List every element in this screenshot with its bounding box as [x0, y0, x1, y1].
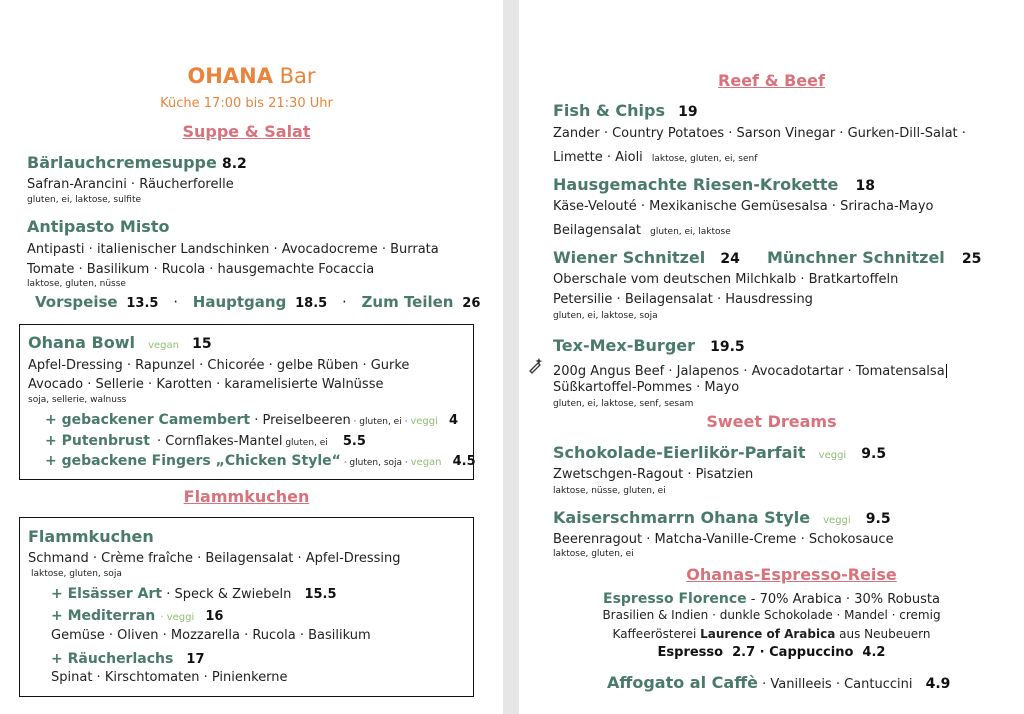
item-desc: Petersilie · Beilagensalat · Hausdressing [553, 292, 813, 307]
item-name: Wiener Schnitzel [553, 248, 706, 267]
section-heading-suppe-salat: Suppe & Salat [182, 122, 311, 141]
item-desc: Safran-Arancini · Räucherforelle [27, 177, 234, 192]
item-price: 25 [961, 251, 982, 267]
addon-name: + Putenbrust [45, 433, 150, 449]
addon-putenbrust [45, 430, 366, 449]
variant-name: + Elsässer Art [51, 586, 163, 602]
diet-tag: veggi [818, 450, 847, 461]
item-allergens: laktose, nüsse, gluten, ei [553, 486, 666, 496]
restaurant-title [0, 64, 503, 88]
title-name: OHANA [187, 64, 273, 88]
addon-camembert [45, 409, 458, 428]
addon-allergens: gluten, ei [282, 438, 328, 448]
diet-tag: · veggi [160, 612, 195, 623]
variant-elsaesser [51, 583, 337, 602]
diet-tag: veggi [823, 515, 851, 526]
variant-price: 16 [205, 609, 224, 624]
item-price: 15 [192, 336, 212, 352]
variant-desc: Spinat · Kirschtomaten · Pinienkerne [51, 670, 288, 685]
espresso-florence [519, 588, 1024, 607]
item-riesen-krokette [553, 175, 875, 194]
addon-allergens: · gluten, ei · [350, 417, 411, 427]
item-desc: Zwetschgen-Ragout · Pisatzien [553, 467, 754, 482]
item-price: 24 [720, 251, 740, 267]
item-desc: Tomate · Basilikum · Rucola · hausgemachte Focaccia [27, 262, 375, 277]
espresso-notes: Brasilien & Indien · dunkle Schokolade · Mandel · cremig [602, 608, 941, 622]
addon-price: 4 [448, 413, 458, 428]
variant-desc: Gemüse · Oliven · Mozzarella · Rucola · Basilikum [51, 628, 371, 643]
size-price: 13.5 [126, 296, 159, 311]
item-name: Bärlauchcremesuppe [27, 153, 217, 172]
roastery-name: Laurence of Arabica [700, 627, 836, 641]
item-desc: Beilagensalat [553, 223, 642, 238]
item-price: 8.2 [221, 156, 247, 172]
item-desc: Avocado · Sellerie · Karotten · karamelisierte Walnüsse [28, 377, 384, 392]
addon-name: + gebackener Camembert [45, 412, 251, 428]
item-kaiserschmarrn [553, 508, 891, 527]
item-fish-chips [553, 101, 698, 120]
item-name: Kaiserschmarrn Ohana Style [553, 508, 811, 527]
item-name: Fish & Chips [553, 101, 666, 120]
item-name: Schokolade-Eierlikör-Parfait [553, 443, 806, 462]
item-name: Ohana Bowl [28, 333, 135, 352]
item-name: Münchner Schnitzel [766, 248, 945, 267]
antipasto-sizes: Vorspeise 13.5 · Hauptgang 18.5 · Zum Teilen 26 [35, 293, 481, 311]
item-antipasto-misto: Antipasto Misto [27, 217, 170, 236]
item-ohana-bowl [28, 333, 212, 352]
item-price: 9.5 [861, 446, 887, 462]
item-desc: - 70% Arabica · 30% Robusta [746, 592, 940, 607]
item-flammkuchen: Flammkuchen [28, 527, 154, 546]
item-allergens: laktose, gluten, nüsse [27, 279, 126, 289]
section-heading-flammkuchen: Flammkuchen [183, 487, 310, 506]
item-desc: Zander · Country Potatoes · Sarson Vinegar · Gurken-Dill-Salat · [553, 126, 966, 141]
variant-desc: · Speck & Zwiebeln [162, 587, 292, 602]
item-desc-line [553, 146, 757, 165]
item-parfait [553, 443, 886, 462]
item-name: Affogato al Caffè [607, 673, 758, 692]
addon-allergens: · gluten, soja · [340, 458, 411, 468]
item-desc: Süßkartoffel-Pommes · Mayo [553, 380, 740, 395]
variant-price: 15.5 [304, 587, 337, 602]
size-label: Zum Teilen [361, 293, 454, 311]
item-allergens: soja, sellerie, walnuss [28, 395, 127, 405]
item-desc: · Vanilleeis · Cantuccini [758, 677, 913, 692]
menu-page-left [0, 0, 503, 714]
addon-fingers [45, 450, 476, 469]
item-desc-line [553, 219, 731, 238]
item-allergens: gluten, ei, laktose, senf, sesam [553, 399, 694, 409]
item-name: Tex-Mex-Burger [553, 336, 696, 355]
item-tex-mex-burger [553, 336, 745, 355]
item-desc: Beerenragout · Matcha-Vanille-Creme · Schokosauce [553, 532, 894, 547]
addon-desc: · Preiselbeeren [250, 413, 351, 428]
variant-price: 17 [186, 652, 205, 667]
size-price: 26 [462, 296, 481, 311]
item-name: Espresso Florence [603, 591, 747, 607]
variant-name: + Mediterran [51, 608, 156, 624]
section-heading-espresso-reise: Ohanas-Espresso-Reise [686, 565, 897, 584]
size-label: Vorspeise [35, 293, 118, 311]
title-bar: Bar [279, 64, 316, 88]
espresso-prices: Espresso 2.7 · Cappuccino 4.2 [657, 645, 886, 660]
item-allergens: gluten, ei, laktose, sulfite [27, 195, 142, 205]
item-desc: Limette · Aioli [553, 150, 643, 165]
item-allergens: laktose, gluten, soja [31, 569, 122, 579]
text-cursor [946, 364, 947, 378]
addon-desc: · Cornflakes-Mantel [157, 434, 283, 449]
item-schnitzel [553, 248, 981, 267]
item-allergens: gluten, ei, laktose, soja [553, 311, 658, 321]
variant-mediterran [51, 605, 223, 624]
item-affogato [607, 673, 950, 692]
item-desc: Antipasti · italienischer Landschinken · Avocadocreme · Burrata [27, 242, 439, 257]
size-label: Hauptgang [192, 293, 287, 311]
sparkle-pen-icon [527, 356, 545, 374]
roastery-text: Kaffeerösterei [612, 627, 701, 641]
item-allergens: laktose, gluten, ei [553, 549, 634, 559]
item-allergens: laktose, gluten, ei, senf [651, 154, 758, 164]
diet-tag: veggi [410, 416, 438, 427]
addon-name: + gebackene Fingers „Chicken Style“ [45, 453, 341, 469]
addon-price: 4.5 [452, 454, 476, 469]
item-price: 19 [678, 104, 698, 120]
item-desc: Apfel-Dressing · Rapunzel · Chicorée · gelbe Rüben · Gurke [28, 358, 410, 373]
addon-price: 5.5 [342, 434, 366, 449]
item-price: 9.5 [865, 511, 891, 527]
size-price: 18.5 [295, 296, 328, 311]
menu-page-right [519, 0, 1024, 714]
item-desc: Schmand · Crème fraîche · Beilagensalat · Apfel-Dressing [28, 551, 401, 566]
kitchen-hours: Küche 17:00 bis 21:30 Uhr [160, 96, 333, 111]
item-allergens: gluten, ei, laktose [650, 227, 731, 237]
diet-tag: vegan [148, 340, 179, 351]
section-heading-sweet-dreams: Sweet Dreams [706, 412, 837, 431]
item-price: 4.9 [925, 676, 951, 692]
variant-raeucherlachs [51, 648, 205, 667]
item-baerlauchcremesuppe [27, 153, 247, 172]
roastery-text: aus Neubeuern [835, 627, 931, 641]
item-price: 19.5 [710, 339, 745, 355]
item-desc: Käse-Velouté · Mexikanische Gemüsesalsa · Sriracha-Mayo [553, 199, 934, 214]
item-name: Hausgemachte Riesen-Krokette [553, 175, 839, 194]
item-desc-editing[interactable] [553, 360, 947, 379]
item-desc: Oberschale vom deutschen Milchkalb · Bratkartoffeln [553, 272, 899, 287]
item-price: 18 [855, 178, 875, 194]
item-desc: 200g Angus Beef · Jalapenos · Avocadotartar · Tomatensalsa [553, 364, 945, 379]
diet-tag: vegan [410, 457, 442, 468]
espresso-roastery [519, 627, 1024, 641]
variant-name: + Räucherlachs [51, 651, 174, 667]
section-heading-reef-beef: Reef & Beef [718, 71, 825, 90]
